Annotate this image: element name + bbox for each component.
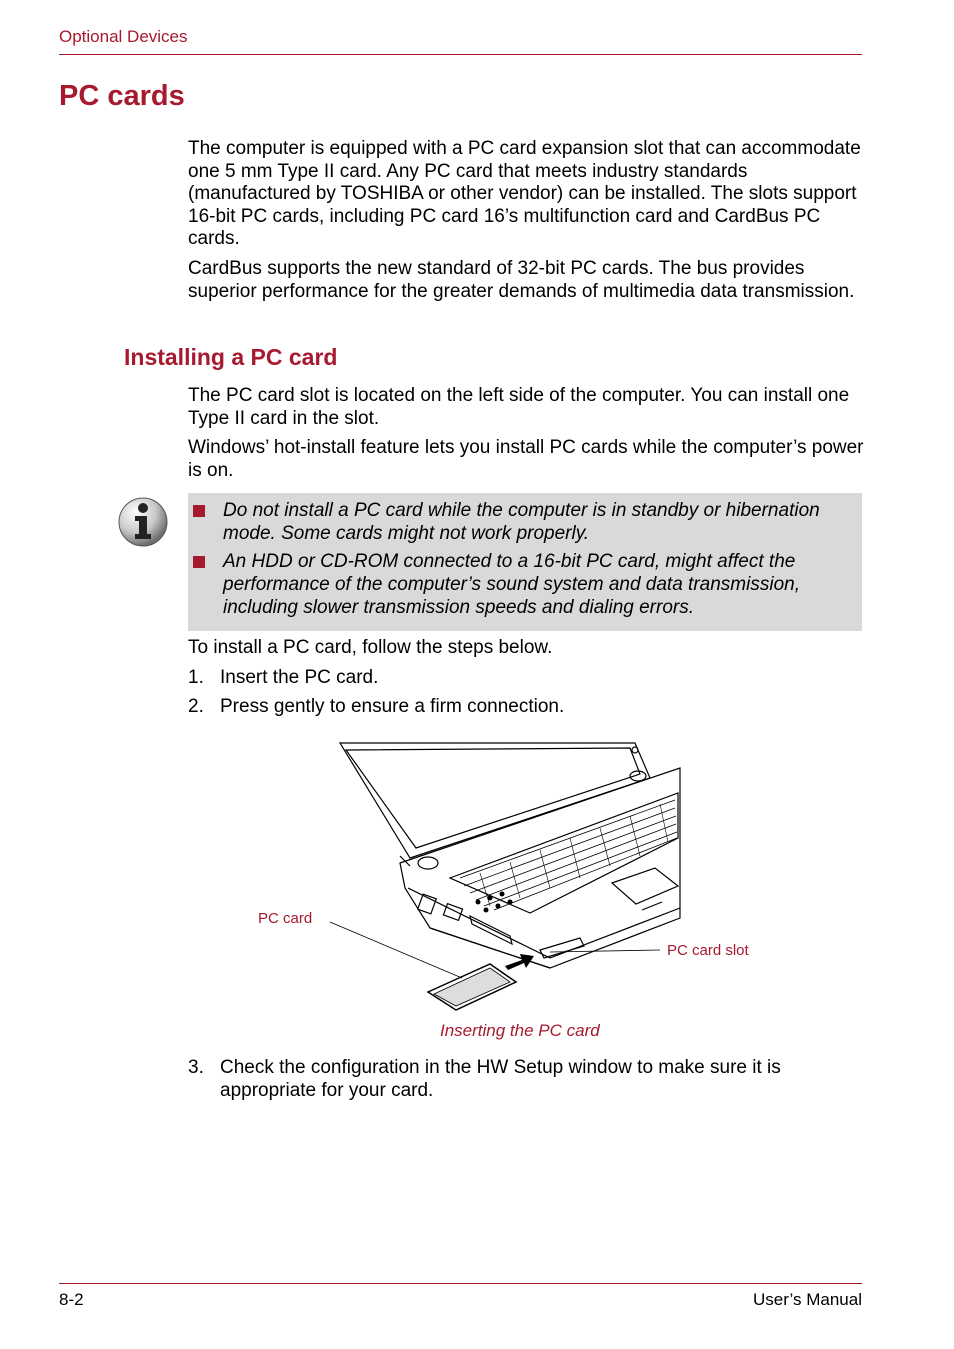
laptop-figure [250, 738, 770, 1018]
manual-title: User’s Manual [753, 1290, 862, 1309]
step-text: Press gently to ensure a firm connection. [220, 696, 565, 717]
note-box [188, 493, 862, 631]
install-paragraph-2: Windows’ hot-install feature lets you install PC cards while the computer’s power is on. [188, 437, 864, 481]
page-title: PC cards [59, 80, 185, 112]
install-paragraph-1: The PC card slot is located on the left side of the computer. You can install one Type II card in the slot. [188, 385, 850, 429]
bullet-square-icon [193, 556, 205, 568]
section-heading: Installing a PC card [124, 344, 338, 370]
note-text: An HDD or CD-ROM connected to a 16-bit PC card, might affect the performance of the computer’s sound system and data transmission, including slower transmission speeds and dialing errors. [223, 551, 800, 618]
header-rule [59, 54, 862, 55]
step-text: Check the configuration in the HW Setup window to make sure it is appropriate for your card. [220, 1057, 781, 1101]
step-number: 2. [188, 696, 204, 717]
footer-rule [59, 1283, 862, 1284]
intro-paragraph-2: CardBus supports the new standard of 32-bit PC cards. The bus provides superior performance for the greater demands of multimedia data transmission. [188, 258, 855, 302]
step-number: 1. [188, 667, 204, 688]
note-text: Do not install a PC card while the computer is in standby or hibernation mode. Some cards might not work properly. [223, 500, 820, 544]
running-header: Optional Devices [59, 27, 188, 46]
label-pc-card-slot: PC card slot [667, 942, 749, 959]
bullet-square-icon [193, 505, 205, 517]
step-number: 3. [188, 1057, 204, 1078]
info-icon [117, 496, 169, 548]
intro-paragraph-1: The computer is equipped with a PC card expansion slot that can accommodate one 5 mm Type II card. Any PC card that meets industry standards (manufactured by TOSHIBA or other vendor) can be installed. The slots support 16-bit PC cards, including PC card 16’s multifunction card and CardBus PC cards. [188, 138, 861, 250]
page-number: 8-2 [59, 1290, 84, 1309]
figure-caption: Inserting the PC card [440, 1021, 600, 1040]
label-pc-card: PC card [258, 910, 313, 927]
steps-intro: To install a PC card, follow the steps below. [188, 637, 553, 658]
step-text: Insert the PC card. [220, 667, 379, 688]
